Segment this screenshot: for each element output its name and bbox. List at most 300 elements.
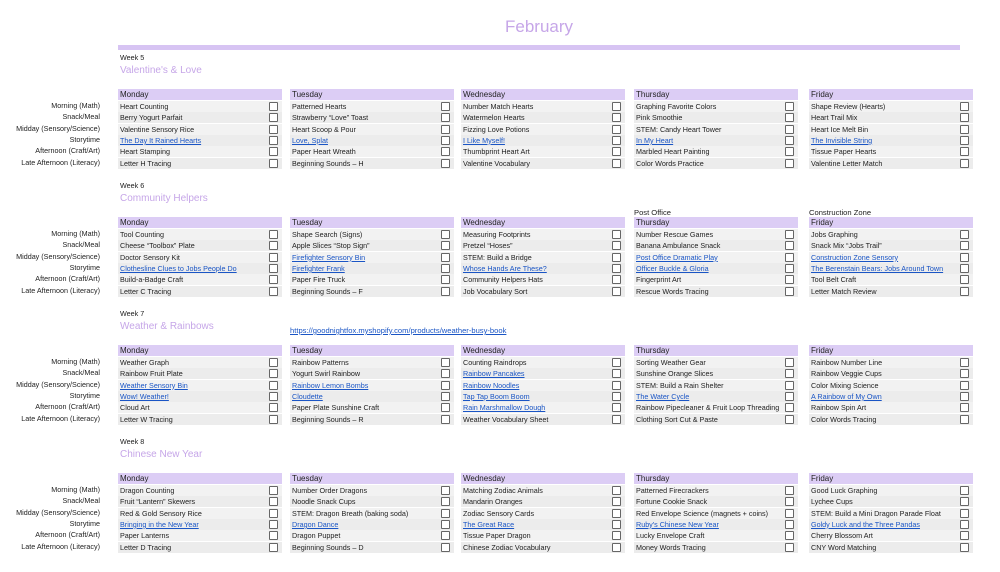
activity-text: STEM: Build a Bridge — [463, 252, 532, 262]
row-label: Snack/Meal — [62, 368, 100, 378]
day-header: Thursday — [634, 345, 798, 356]
activity-link[interactable]: The Berenstain Bears: Jobs Around Town — [811, 263, 944, 273]
activity-checkbox[interactable] — [960, 497, 969, 506]
activity-checkbox[interactable] — [269, 486, 278, 495]
day-column — [290, 473, 454, 553]
day-header: Monday — [118, 473, 282, 484]
activity-cell — [461, 146, 625, 157]
activity-checkbox[interactable] — [960, 381, 969, 390]
row-label: Midday (Sensory/Science) — [16, 251, 100, 261]
activity-cell — [118, 240, 282, 251]
activity-checkbox[interactable] — [960, 520, 969, 529]
activity-cell — [118, 357, 282, 368]
activity-checkbox[interactable] — [269, 102, 278, 111]
activity-cell — [290, 135, 454, 146]
activity-cell — [461, 112, 625, 123]
activity-cell — [118, 286, 282, 297]
activity-cell — [290, 229, 454, 240]
activity-link[interactable]: The Water Cycle — [636, 391, 690, 401]
activity-checkbox[interactable] — [612, 520, 621, 529]
activity-cell — [634, 135, 798, 146]
activity-checkbox[interactable] — [960, 531, 969, 540]
activity-link[interactable]: Rain Marshmallow Dough — [463, 403, 546, 413]
day-column — [290, 89, 454, 169]
activity-cell — [461, 402, 625, 413]
resource-link[interactable]: https://goodnightfox.myshopify.com/products/weather-busy-book — [290, 326, 507, 335]
activity-link[interactable]: Weather Sensory Bin — [120, 380, 188, 390]
activity-checkbox[interactable] — [441, 287, 450, 296]
day-column — [634, 345, 798, 425]
activity-cell — [290, 112, 454, 123]
activity-cell — [290, 530, 454, 541]
activity-cell — [461, 357, 625, 368]
activity-checkbox[interactable] — [960, 241, 969, 250]
activity-text: Cherry Blossom Art — [811, 531, 873, 541]
activity-text: Tissue Paper Dragon — [463, 531, 531, 541]
activity-link[interactable]: Love, Splat — [292, 135, 328, 145]
activity-checkbox[interactable] — [269, 159, 278, 168]
activity-checkbox[interactable] — [785, 520, 794, 529]
activity-checkbox[interactable] — [441, 415, 450, 424]
activity-cell — [634, 146, 798, 157]
activity-checkbox[interactable] — [612, 369, 621, 378]
activity-text: Red Envelope Science (magnets + coins) — [636, 508, 769, 518]
activity-checkbox[interactable] — [785, 381, 794, 390]
day-column — [634, 89, 798, 169]
activity-checkbox[interactable] — [441, 241, 450, 250]
activity-link[interactable]: Clothesline Clues to Jobs People Do — [120, 263, 237, 273]
day-column — [118, 473, 282, 553]
activity-text: Weather Graph — [120, 358, 170, 367]
activity-cell — [118, 252, 282, 263]
activity-text: Noodle Snack Cups — [292, 497, 356, 507]
activity-checkbox[interactable] — [785, 497, 794, 506]
activity-text: Mandarin Oranges — [463, 497, 523, 507]
activity-cell — [809, 124, 973, 135]
day-column — [461, 345, 625, 425]
week-label: Week 6 — [120, 181, 145, 190]
activity-link[interactable]: Post Office Dramatic Play — [636, 252, 718, 262]
activity-text: Fizzing Love Potions — [463, 124, 530, 134]
activity-checkbox[interactable] — [441, 358, 450, 367]
activity-checkbox[interactable] — [612, 403, 621, 412]
activity-checkbox[interactable] — [785, 264, 794, 273]
activity-text: Lucky Envelope Craft — [636, 531, 705, 541]
activity-checkbox[interactable] — [785, 392, 794, 401]
activity-checkbox[interactable] — [960, 543, 969, 552]
activity-checkbox[interactable] — [612, 287, 621, 296]
activity-checkbox[interactable] — [269, 275, 278, 284]
activity-text: Beginning Sounds – D — [292, 542, 364, 552]
activity-cell — [461, 496, 625, 507]
activity-checkbox[interactable] — [441, 113, 450, 122]
activity-cell — [809, 530, 973, 541]
activity-checkbox[interactable] — [441, 497, 450, 506]
activity-link[interactable]: Whose Hands Are These? — [463, 263, 547, 273]
day-header: Tuesday — [290, 89, 454, 100]
activity-text: STEM: Dragon Breath (baking soda) — [292, 508, 409, 518]
row-label: Late Afternoon (Literacy) — [21, 541, 100, 551]
activity-link[interactable]: Bringing in the New Year — [120, 519, 199, 529]
day-column — [809, 473, 973, 553]
activity-cell — [634, 402, 798, 413]
row-label: Storytime — [69, 262, 100, 272]
activity-cell — [809, 368, 973, 379]
activity-text: Marbled Heart Painting — [636, 147, 710, 157]
activity-checkbox[interactable] — [612, 415, 621, 424]
activity-checkbox[interactable] — [960, 253, 969, 262]
activity-checkbox[interactable] — [960, 415, 969, 424]
activity-link[interactable]: Rainbow Pancakes — [463, 369, 525, 379]
activity-checkbox[interactable] — [441, 102, 450, 111]
activity-checkbox[interactable] — [785, 509, 794, 518]
activity-checkbox[interactable] — [269, 509, 278, 518]
activity-checkbox[interactable] — [960, 230, 969, 239]
activity-link[interactable]: Firefighter Sensory Bin — [292, 252, 366, 262]
activity-checkbox[interactable] — [269, 230, 278, 239]
activity-cell — [290, 368, 454, 379]
activity-text: Doctor Sensory Kit — [120, 252, 180, 262]
activity-link[interactable]: A Rainbow of My Own — [811, 391, 882, 401]
activity-checkbox[interactable] — [612, 543, 621, 552]
activity-link[interactable]: Rainbow Noodles — [463, 380, 520, 390]
activity-link[interactable]: The Day It Rained Hearts — [120, 135, 202, 145]
activity-text: Patterned Hearts — [292, 102, 347, 111]
activity-checkbox[interactable] — [441, 381, 450, 390]
activity-text: Paper Plate Sunshine Craft — [292, 403, 380, 413]
activity-text: Letter H Tracing — [120, 158, 172, 168]
activity-checkbox[interactable] — [269, 520, 278, 529]
activity-text: Tool Counting — [120, 230, 164, 239]
activity-checkbox[interactable] — [612, 275, 621, 284]
activity-checkbox[interactable] — [785, 159, 794, 168]
activity-checkbox[interactable] — [960, 275, 969, 284]
activity-text: Heart Ice Melt Bin — [811, 124, 869, 134]
activity-text: Fruit “Lantern” Skewers — [120, 497, 196, 507]
activity-text: STEM: Build a Mini Dragon Parade Float — [811, 508, 941, 518]
day-header: Tuesday — [290, 345, 454, 356]
activity-cell — [118, 380, 282, 391]
day-header: Wednesday — [461, 345, 625, 356]
activity-cell — [290, 380, 454, 391]
activity-link[interactable]: Ruby's Chinese New Year — [636, 519, 719, 529]
activity-cell — [634, 530, 798, 541]
activity-link[interactable]: Officer Buckle & Gloria — [636, 263, 709, 273]
activity-cell — [118, 496, 282, 507]
activity-checkbox[interactable] — [960, 486, 969, 495]
activity-checkbox[interactable] — [269, 113, 278, 122]
activity-checkbox[interactable] — [785, 403, 794, 412]
activity-text: Zodiac Sensory Cards — [463, 508, 535, 518]
activity-text: Watermelon Hearts — [463, 113, 525, 123]
activity-text: Color Words Tracing — [811, 414, 877, 424]
activity-cell — [290, 485, 454, 496]
activity-checkbox[interactable] — [269, 147, 278, 156]
activity-checkbox[interactable] — [441, 543, 450, 552]
activity-checkbox[interactable] — [785, 125, 794, 134]
activity-text: Chinese Zodiac Vocabulary — [463, 542, 551, 552]
activity-link[interactable]: Cloudette — [292, 391, 323, 401]
day-column — [118, 217, 282, 297]
activity-cell — [290, 240, 454, 251]
activity-cell — [809, 263, 973, 274]
activity-link[interactable]: Tap Tap Boom Boom — [463, 391, 530, 401]
activity-checkbox[interactable] — [612, 113, 621, 122]
activity-checkbox[interactable] — [269, 392, 278, 401]
activity-link[interactable]: The Great Race — [463, 519, 515, 529]
activity-cell — [118, 146, 282, 157]
activity-text: Rainbow Fruit Plate — [120, 369, 183, 379]
activity-checkbox[interactable] — [269, 415, 278, 424]
activity-text: Rainbow Patterns — [292, 358, 349, 367]
activity-link[interactable]: Goldy Luck and the Three Pandas — [811, 519, 920, 529]
activity-cell — [461, 530, 625, 541]
activity-text: Patterned Firecrackers — [636, 486, 709, 495]
row-label: Snack/Meal — [62, 496, 100, 506]
activity-text: Valentine Letter Match — [811, 158, 883, 168]
activity-text: Beginning Sounds – F — [292, 286, 363, 296]
title-divider — [118, 45, 960, 50]
activity-link[interactable]: The Invisible String — [811, 135, 873, 145]
activity-cell — [809, 519, 973, 530]
activity-checkbox[interactable] — [441, 136, 450, 145]
activity-checkbox[interactable] — [269, 403, 278, 412]
day-header: Monday — [118, 89, 282, 100]
activity-cell — [461, 135, 625, 146]
activity-text: Money Words Tracing — [636, 542, 706, 552]
activity-checkbox[interactable] — [269, 381, 278, 390]
activity-checkbox[interactable] — [612, 159, 621, 168]
activity-checkbox[interactable] — [960, 392, 969, 401]
week-theme: Weather & Rainbows — [120, 321, 214, 332]
activity-checkbox[interactable] — [785, 543, 794, 552]
week-section — [0, 52, 1000, 177]
day-column — [290, 217, 454, 297]
activity-checkbox[interactable] — [441, 253, 450, 262]
activity-checkbox[interactable] — [785, 287, 794, 296]
activity-cell — [809, 391, 973, 402]
activity-text: Tissue Paper Hearts — [811, 147, 877, 157]
activity-checkbox[interactable] — [441, 531, 450, 540]
activity-checkbox[interactable] — [785, 136, 794, 145]
activity-cell — [809, 252, 973, 263]
row-label: Morning (Math) — [51, 357, 100, 366]
activity-checkbox[interactable] — [785, 147, 794, 156]
activity-cell — [461, 274, 625, 285]
activity-checkbox[interactable] — [612, 147, 621, 156]
activity-checkbox[interactable] — [960, 369, 969, 378]
activity-checkbox[interactable] — [785, 102, 794, 111]
activity-cell — [461, 519, 625, 530]
activity-checkbox[interactable] — [441, 159, 450, 168]
week-section — [0, 180, 1000, 305]
activity-checkbox[interactable] — [785, 358, 794, 367]
activity-checkbox[interactable] — [612, 497, 621, 506]
activity-text: Color Mixing Science — [811, 380, 879, 390]
activity-checkbox[interactable] — [269, 497, 278, 506]
activity-link[interactable]: Firefighter Frank — [292, 263, 345, 273]
activity-checkbox[interactable] — [612, 381, 621, 390]
activity-checkbox[interactable] — [612, 241, 621, 250]
activity-checkbox[interactable] — [269, 264, 278, 273]
activity-cell — [290, 252, 454, 263]
activity-checkbox[interactable] — [612, 486, 621, 495]
activity-checkbox[interactable] — [785, 113, 794, 122]
activity-text: Apple Slices “Stop Sign” — [292, 241, 370, 251]
activity-checkbox[interactable] — [269, 241, 278, 250]
activity-checkbox[interactable] — [612, 531, 621, 540]
activity-checkbox[interactable] — [785, 486, 794, 495]
activity-checkbox[interactable] — [441, 520, 450, 529]
activity-text: Number Rescue Games — [636, 230, 714, 239]
activity-checkbox[interactable] — [269, 358, 278, 367]
activity-cell — [634, 124, 798, 135]
activity-cell — [461, 414, 625, 425]
activity-link[interactable]: Dragon Dance — [292, 519, 339, 529]
day-header: Friday — [809, 345, 973, 356]
activity-checkbox[interactable] — [441, 264, 450, 273]
activity-checkbox[interactable] — [960, 509, 969, 518]
activity-checkbox[interactable] — [612, 392, 621, 401]
activity-checkbox[interactable] — [612, 125, 621, 134]
activity-checkbox[interactable] — [612, 509, 621, 518]
activity-cell — [809, 229, 973, 240]
activity-checkbox[interactable] — [960, 264, 969, 273]
activity-checkbox[interactable] — [441, 230, 450, 239]
day-header: Wednesday — [461, 89, 625, 100]
activity-checkbox[interactable] — [441, 509, 450, 518]
activity-checkbox[interactable] — [269, 136, 278, 145]
activity-checkbox[interactable] — [441, 275, 450, 284]
activity-text: Sorting Weather Gear — [636, 358, 706, 367]
activity-text: Heart Stamping — [120, 147, 170, 157]
day-header: Friday — [809, 89, 973, 100]
week-theme: Valentine's & Love — [120, 65, 202, 76]
day-column — [634, 473, 798, 553]
activity-link[interactable]: I Like Myself! — [463, 135, 505, 145]
row-label: Midday (Sensory/Science) — [16, 123, 100, 133]
activity-text: STEM: Candy Heart Tower — [636, 124, 722, 134]
activity-checkbox[interactable] — [960, 125, 969, 134]
activity-cell — [809, 135, 973, 146]
activity-checkbox[interactable] — [441, 369, 450, 378]
day-header: Thursday — [634, 89, 798, 100]
activity-checkbox[interactable] — [960, 147, 969, 156]
activity-text: Build-a-Badge Craft — [120, 275, 184, 285]
row-label: Morning (Math) — [51, 101, 100, 110]
activity-checkbox[interactable] — [960, 136, 969, 145]
day-column — [809, 217, 973, 297]
week-label: Week 8 — [120, 437, 145, 446]
activity-cell — [809, 286, 973, 297]
day-header: Monday — [118, 345, 282, 356]
row-label: Late Afternoon (Literacy) — [21, 413, 100, 423]
activity-checkbox[interactable] — [785, 230, 794, 239]
activity-cell — [809, 508, 973, 519]
activity-checkbox[interactable] — [960, 159, 969, 168]
activity-cell — [118, 229, 282, 240]
activity-text: Matching Zodiac Animals — [463, 486, 543, 495]
row-label: Afternoon (Craft/Art) — [35, 274, 100, 284]
activity-cell — [634, 158, 798, 169]
activity-cell — [290, 146, 454, 157]
activity-checkbox[interactable] — [441, 125, 450, 134]
activity-link[interactable]: Construction Zone Sensory — [811, 252, 899, 262]
activity-checkbox[interactable] — [960, 113, 969, 122]
activity-text: Job Vocabulary Sort — [463, 286, 528, 296]
activity-checkbox[interactable] — [785, 369, 794, 378]
activity-cell — [118, 414, 282, 425]
activity-checkbox[interactable] — [785, 253, 794, 262]
activity-text: Berry Yogurt Parfait — [120, 113, 183, 123]
activity-checkbox[interactable] — [269, 543, 278, 552]
activity-link[interactable]: In My Heart — [636, 135, 674, 145]
day-column — [118, 345, 282, 425]
activity-cell — [290, 542, 454, 553]
activity-cell — [809, 112, 973, 123]
activity-checkbox[interactable] — [269, 531, 278, 540]
activity-cell — [118, 391, 282, 402]
activity-cell — [634, 496, 798, 507]
activity-checkbox[interactable] — [960, 102, 969, 111]
activity-checkbox[interactable] — [269, 125, 278, 134]
activity-checkbox[interactable] — [612, 136, 621, 145]
activity-cell — [118, 485, 282, 496]
activity-checkbox[interactable] — [269, 369, 278, 378]
activity-checkbox[interactable] — [269, 287, 278, 296]
activity-checkbox[interactable] — [612, 358, 621, 367]
activity-checkbox[interactable] — [612, 230, 621, 239]
activity-cell — [118, 158, 282, 169]
activity-checkbox[interactable] — [785, 241, 794, 250]
activity-checkbox[interactable] — [612, 264, 621, 273]
activity-text: Dragon Counting — [120, 486, 175, 495]
activity-checkbox[interactable] — [960, 403, 969, 412]
activity-checkbox[interactable] — [960, 358, 969, 367]
row-label: Late Afternoon (Literacy) — [21, 285, 100, 295]
activity-checkbox[interactable] — [441, 403, 450, 412]
activity-checkbox[interactable] — [441, 147, 450, 156]
activity-checkbox[interactable] — [612, 253, 621, 262]
activity-checkbox[interactable] — [785, 275, 794, 284]
activity-checkbox[interactable] — [785, 531, 794, 540]
activity-cell — [634, 542, 798, 553]
activity-text: Shape Search (Signs) — [292, 230, 363, 239]
activity-link[interactable]: Rainbow Lemon Bombs — [292, 380, 369, 390]
activity-link[interactable]: Wow! Weather! — [120, 391, 169, 401]
activity-text: Letter Match Review — [811, 286, 877, 296]
activity-text: Paper Fire Truck — [292, 275, 346, 285]
activity-checkbox[interactable] — [612, 102, 621, 111]
activity-cell — [290, 263, 454, 274]
activity-checkbox[interactable] — [441, 486, 450, 495]
activity-text: Red & Gold Sensory Rice — [120, 508, 202, 518]
activity-cell — [634, 519, 798, 530]
activity-text: Banana Ambulance Snack — [636, 241, 721, 251]
activity-checkbox[interactable] — [269, 253, 278, 262]
activity-cell — [461, 229, 625, 240]
activity-cell — [118, 135, 282, 146]
activity-cell — [290, 158, 454, 169]
activity-cell — [461, 158, 625, 169]
activity-checkbox[interactable] — [960, 287, 969, 296]
activity-cell — [809, 101, 973, 112]
activity-checkbox[interactable] — [441, 392, 450, 401]
activity-text: Fingerprint Art — [636, 275, 682, 285]
row-label: Storytime — [69, 518, 100, 528]
activity-checkbox[interactable] — [785, 415, 794, 424]
activity-text: CNY Word Matching — [811, 542, 877, 552]
